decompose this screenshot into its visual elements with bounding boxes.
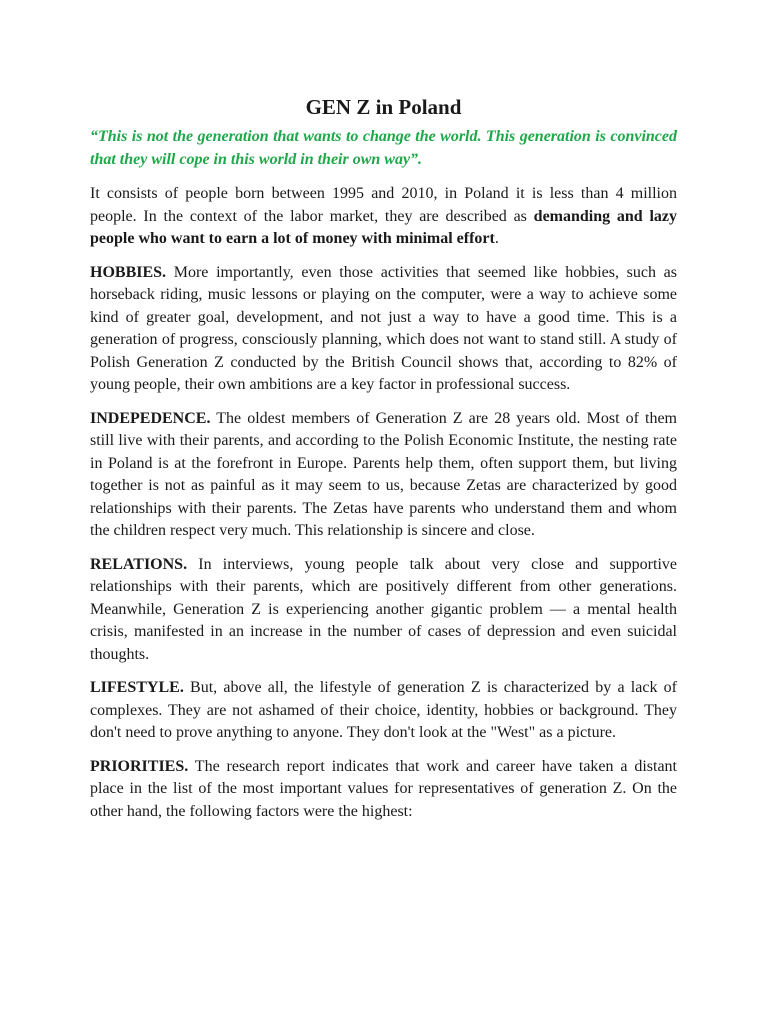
- section-heading: LIFESTYLE.: [90, 679, 184, 696]
- section-text: In interviews, young people talk about very close and supportive relationships with their parents, which are positively different from other generations. Meanwhile, Generation Z is experiencing another gigantic problem — a mental health crisis, manifested in an increase in the number of cases of depression and even suicidal thoughts.: [90, 555, 677, 663]
- epigraph-quote: “This is not the generation that wants to change the world. This generation is convinced that they will cope in this world in their own way”.: [90, 128, 677, 168]
- section-text: More importantly, even those activities that seemed like hobbies, such as horseback riding, music lessons or playing on the computer, were a way to achieve some kind of greater goal, development, and not just a way to have a good time. This is a generation of progress, consciously planning, which does not want to stand still. A study of Polish Generation Z conducted by the British Council shows that, according to 82% of young people, their own ambitions are a key factor in professional success.: [90, 263, 677, 393]
- section-text: The research report indicates that work and career have taken a distant place in the list of the most important values for representatives of generation Z. On the other hand, the following factors were the highest:: [90, 757, 677, 820]
- section-priorities: [90, 756, 677, 824]
- section-heading: HOBBIES.: [90, 263, 167, 281]
- section-heading: RELATIONS.: [90, 555, 188, 573]
- section-independence: [90, 408, 677, 543]
- document-page: [90, 92, 677, 834]
- intro-paragraph: [90, 183, 677, 251]
- intro-text: It consists of people born between 1995 and 2010, in Poland it is less than 4 million people. In the context of the labor market, they are described as: [90, 185, 677, 225]
- section-heading: INDEPEDENCE.: [90, 409, 211, 427]
- section-text: The oldest members of Generation Z are 28 years old. Most of them still live with their parents, and according to the Polish Economic Institute, the nesting rate in Poland is at the forefront in Europe. Parents help them, often support them, but living together is not as painful as it may seem to us, because Zetas are characterized by good relationships with their parents. The Zetas have parents who understand them and whom the children respect very much. This relationship is sincere and close.: [90, 409, 677, 539]
- intro-end: .: [494, 230, 499, 247]
- section-hobbies: [90, 262, 677, 397]
- section-relations: [90, 554, 677, 667]
- section-heading: PRIORITIES.: [90, 757, 189, 775]
- intro-bold-text: demanding and lazy people who want to earn a lot of money with minimal effort: [90, 207, 678, 247]
- section-text: But, above all, the lifestyle of generation Z is characterized by a lack of complexes. They are not ashamed of their choice, identity, hobbies or background. They don't need to prove anything to anyone. They don't look at the "West" as a picture.: [90, 679, 677, 741]
- section-lifestyle: [90, 677, 677, 745]
- page-title: GEN Z in Poland: [305, 95, 462, 119]
